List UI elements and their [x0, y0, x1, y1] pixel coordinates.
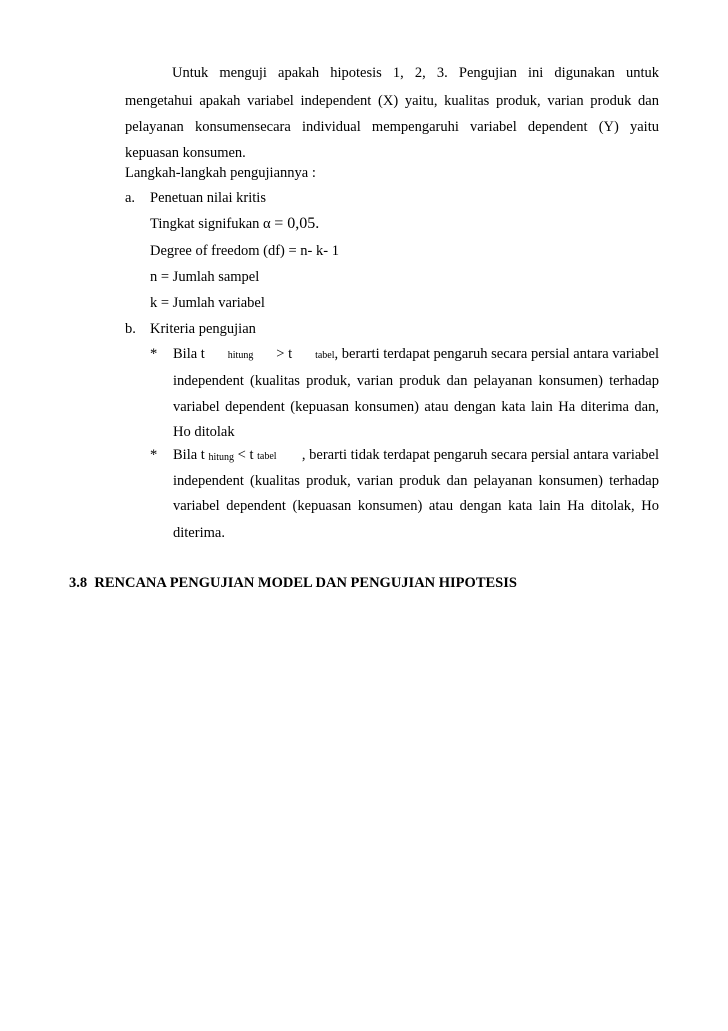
subscript-hitung: hitung	[227, 350, 254, 361]
paragraph-line: kepuasan konsumen.	[125, 145, 246, 161]
subscript-tabel: tabel	[257, 451, 277, 462]
criteria-line: variabel dependent (kepuasan konsumen) atau dengan kata lain Ha diterima dan,	[173, 399, 659, 415]
bullet-star: *	[150, 447, 158, 463]
subscript-tabel: tabel	[315, 350, 335, 361]
criteria-post-text: , berarti tidak terdapat pengaruh secara persial antara variabel	[301, 447, 659, 463]
k-definition: k = Jumlah variabel	[150, 295, 265, 311]
criteria-post-text: , berarti terdapat pengaruh secara persial antara variabel	[334, 346, 659, 362]
df-definition: Degree of freedom (df) = n- k- 1	[150, 243, 339, 259]
criteria-line: diterima.	[173, 525, 225, 541]
criteria-line	[173, 345, 659, 365]
paragraph-line: mengetahui apakah variabel independent (X) yaitu, kualitas produk, varian produk dan	[125, 93, 659, 109]
criteria-head	[173, 446, 277, 466]
steps-heading: Langkah-langkah pengujiannya :	[125, 165, 316, 181]
bullet-star: *	[150, 346, 158, 362]
comparison-operator: < t	[237, 447, 254, 463]
alpha-value: = 0,05.	[274, 215, 320, 232]
criteria-pre: Bila t	[173, 447, 205, 463]
list-marker-a: a.	[125, 190, 136, 206]
item-a-title: Penetuan nilai kritis	[150, 190, 266, 206]
subscript-hitung: hitung	[208, 452, 235, 463]
criteria-line: independent (kualitas produk, varian produk dan pelayanan konsumen) terhadap	[173, 373, 659, 389]
criteria-line	[173, 446, 659, 466]
section-title: RENCANA PENGUJIAN MODEL DAN PENGUJIAN HIPOTESIS	[94, 575, 517, 591]
alpha-line	[150, 215, 319, 233]
paragraph-line: Untuk menguji apakah hipotesis 1, 2, 3. Pengujian ini digunakan untuk	[172, 65, 659, 81]
list-marker-b: b.	[125, 321, 136, 337]
item-b-title: Kriteria pengujian	[150, 321, 256, 337]
alpha-label: Tingkat signifukan α	[150, 216, 271, 232]
section-heading	[69, 574, 517, 592]
criteria-line: variabel dependent (kepuasan konsumen) atau dengan kata lain Ha ditolak, Ho	[173, 498, 659, 514]
n-definition: n = Jumlah sampel	[150, 269, 260, 285]
criteria-pre: Bila t	[173, 346, 205, 362]
section-number: 3.8	[69, 575, 88, 591]
criteria-line: independent (kualitas produk, varian produk dan pelayanan konsumen) terhadap	[173, 473, 659, 489]
criteria-post	[315, 345, 659, 365]
paragraph-line: pelayanan konsumensecara individual mempengaruhi variabel dependent (Y) yaitu	[125, 119, 659, 135]
comparison-operator: > t	[276, 346, 293, 362]
criteria-line: Ho ditolak	[173, 424, 235, 440]
